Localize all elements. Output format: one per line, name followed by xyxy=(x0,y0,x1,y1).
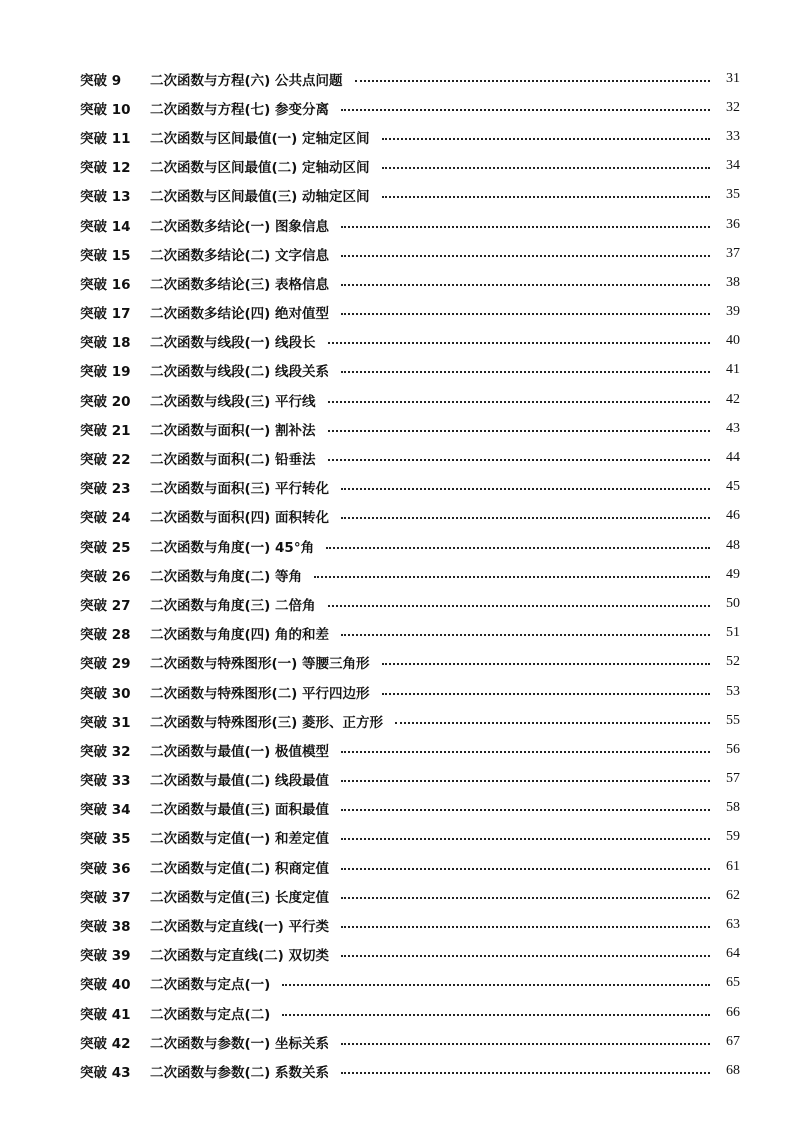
entry-page-number: 55 xyxy=(726,712,740,728)
toc-entry[interactable] xyxy=(80,356,740,385)
entry-page-number: 67 xyxy=(726,1033,740,1049)
toc-entry[interactable] xyxy=(80,1056,740,1085)
entry-title: 二次函数与定值(二) 积商定值 xyxy=(150,860,330,877)
entry-page-number: 52 xyxy=(726,654,740,670)
entry-title: 二次函数与最值(一) 极值模型 xyxy=(150,743,330,760)
entry-title: 二次函数与最值(二) 线段最值 xyxy=(150,773,330,790)
toc-entry[interactable] xyxy=(80,93,740,122)
dot-leader xyxy=(382,196,710,198)
entry-title: 二次函数与角度(四) 角的和差 xyxy=(150,627,330,644)
dot-leader xyxy=(314,576,710,578)
entry-label: 突破 42 xyxy=(80,1035,131,1052)
toc-entry[interactable] xyxy=(80,560,740,589)
dot-leader xyxy=(341,226,710,228)
dot-leader xyxy=(341,313,710,315)
dot-leader xyxy=(382,138,710,140)
entry-label: 突破 25 xyxy=(80,539,131,556)
dot-leader xyxy=(328,459,710,461)
toc-entry[interactable] xyxy=(80,502,740,531)
dot-leader xyxy=(341,955,710,957)
toc-entry[interactable] xyxy=(80,1027,740,1056)
entry-page-number: 38 xyxy=(726,274,740,290)
entry-title: 二次函数与特殊图形(二) 平行四边形 xyxy=(150,685,370,702)
entry-page-number: 59 xyxy=(726,829,740,845)
entry-label: 突破 9 xyxy=(80,72,122,89)
toc-entry[interactable] xyxy=(80,327,740,356)
dot-leader xyxy=(355,80,710,82)
entry-label: 突破 32 xyxy=(80,743,131,760)
toc-entry[interactable] xyxy=(80,619,740,648)
entry-label: 突破 14 xyxy=(80,218,131,235)
entry-page-number: 56 xyxy=(726,741,740,757)
entry-label: 突破 21 xyxy=(80,422,131,439)
dot-leader xyxy=(328,430,710,432)
toc-entry[interactable] xyxy=(80,473,740,502)
entry-label: 突破 37 xyxy=(80,889,131,906)
entry-label: 突破 20 xyxy=(80,393,131,410)
entry-title: 二次函数与参数(二) 系数关系 xyxy=(150,1064,330,1081)
entry-title: 二次函数与最值(三) 面积最值 xyxy=(150,802,330,819)
entry-title: 二次函数与线段(一) 线段长 xyxy=(150,335,316,352)
dot-leader xyxy=(341,838,710,840)
entry-label: 突破 39 xyxy=(80,948,131,965)
entry-label: 突破 33 xyxy=(80,773,131,790)
toc-entry[interactable] xyxy=(80,298,740,327)
entry-page-number: 61 xyxy=(726,858,740,874)
entry-label: 突破 29 xyxy=(80,656,131,673)
dot-leader xyxy=(282,984,710,986)
entry-title: 二次函数与区间最值(三) 动轴定区间 xyxy=(150,189,370,206)
entry-label: 突破 35 xyxy=(80,831,131,848)
dot-leader xyxy=(382,167,710,169)
entry-page-number: 49 xyxy=(726,566,740,582)
dot-leader xyxy=(326,547,710,549)
toc-entry[interactable] xyxy=(80,239,740,268)
toc-entry[interactable] xyxy=(80,823,740,852)
dot-leader xyxy=(341,371,710,373)
dot-leader xyxy=(341,255,710,257)
toc-entry[interactable] xyxy=(80,414,740,443)
dot-leader xyxy=(341,897,710,899)
toc-entry[interactable] xyxy=(80,152,740,181)
entry-page-number: 31 xyxy=(726,70,740,86)
entry-label: 突破 13 xyxy=(80,189,131,206)
entry-title: 二次函数与方程(七) 参变分离 xyxy=(150,101,330,118)
toc-entry[interactable] xyxy=(80,64,740,93)
entry-page-number: 68 xyxy=(726,1062,740,1078)
toc-entry[interactable] xyxy=(80,940,740,969)
entry-label: 突破 11 xyxy=(80,130,131,147)
dot-leader xyxy=(382,693,710,695)
entry-label: 突破 30 xyxy=(80,685,131,702)
dot-leader xyxy=(341,926,710,928)
dot-leader xyxy=(341,517,710,519)
entry-label: 突破 26 xyxy=(80,568,131,585)
entry-title: 二次函数与区间最值(二) 定轴动区间 xyxy=(150,160,370,177)
entry-title: 二次函数与定直线(一) 平行类 xyxy=(150,919,330,936)
entry-title: 二次函数与面积(一) 割补法 xyxy=(150,422,316,439)
entry-page-number: 48 xyxy=(726,537,740,553)
entry-title: 二次函数与定值(一) 和差定值 xyxy=(150,831,330,848)
entry-page-number: 34 xyxy=(726,158,740,174)
entry-label: 突破 40 xyxy=(80,977,131,994)
entry-page-number: 51 xyxy=(726,625,740,641)
entry-title: 二次函数与角度(三) 二倍角 xyxy=(150,597,316,614)
entry-page-number: 40 xyxy=(726,333,740,349)
entry-page-number: 46 xyxy=(726,508,740,524)
toc-entry[interactable] xyxy=(80,443,740,472)
entry-page-number: 35 xyxy=(726,187,740,203)
dot-leader xyxy=(341,809,710,811)
entry-title: 二次函数与定点(二) xyxy=(150,1006,271,1023)
entry-title: 二次函数与定直线(二) 双切类 xyxy=(150,948,330,965)
toc-entry[interactable] xyxy=(80,531,740,560)
entry-label: 突破 17 xyxy=(80,306,131,323)
entry-page-number: 66 xyxy=(726,1004,740,1020)
entry-label: 突破 15 xyxy=(80,247,131,264)
entry-label: 突破 10 xyxy=(80,101,131,118)
toc-entry[interactable] xyxy=(80,268,740,297)
entry-page-number: 42 xyxy=(726,391,740,407)
entry-label: 突破 36 xyxy=(80,860,131,877)
entry-title: 二次函数与线段(二) 线段关系 xyxy=(150,364,330,381)
entry-label: 突破 22 xyxy=(80,452,131,469)
entry-label: 突破 27 xyxy=(80,597,131,614)
entry-page-number: 50 xyxy=(726,595,740,611)
entry-label: 突破 18 xyxy=(80,335,131,352)
toc-entry[interactable] xyxy=(80,648,740,677)
entry-title: 二次函数多结论(一) 图象信息 xyxy=(150,218,330,235)
entry-label: 突破 43 xyxy=(80,1064,131,1081)
entry-page-number: 58 xyxy=(726,800,740,816)
toc-entry[interactable] xyxy=(80,969,740,998)
dot-leader xyxy=(341,284,710,286)
entry-title: 二次函数与角度(一) 45°角 xyxy=(150,539,315,556)
dot-leader xyxy=(341,1072,710,1074)
entry-title: 二次函数多结论(四) 绝对值型 xyxy=(150,306,330,323)
entry-title: 二次函数与线段(三) 平行线 xyxy=(150,393,316,410)
toc-entry[interactable] xyxy=(80,181,740,210)
toc-entry[interactable] xyxy=(80,677,740,706)
entry-title: 二次函数与面积(四) 面积转化 xyxy=(150,510,330,527)
toc-entry[interactable] xyxy=(80,122,740,151)
entry-title: 二次函数与方程(六) 公共点问题 xyxy=(150,72,343,89)
toc-entry[interactable] xyxy=(80,385,740,414)
dot-leader xyxy=(395,722,710,724)
toc-entry[interactable] xyxy=(80,735,740,764)
entry-label: 突破 38 xyxy=(80,919,131,936)
dot-leader xyxy=(341,868,710,870)
entry-page-number: 33 xyxy=(726,128,740,144)
dot-leader xyxy=(328,605,710,607)
entry-label: 突破 19 xyxy=(80,364,131,381)
dot-leader xyxy=(341,109,710,111)
dot-leader xyxy=(328,342,710,344)
entry-page-number: 65 xyxy=(726,975,740,991)
toc-entry[interactable] xyxy=(80,589,740,618)
entry-title: 二次函数多结论(二) 文字信息 xyxy=(150,247,330,264)
entry-title: 二次函数与定点(一) xyxy=(150,977,271,994)
entry-page-number: 62 xyxy=(726,887,740,903)
dot-leader xyxy=(341,1043,710,1045)
entry-title: 二次函数与面积(三) 平行转化 xyxy=(150,481,330,498)
toc-entry[interactable] xyxy=(80,706,740,735)
dot-leader xyxy=(282,1014,710,1016)
entry-label: 突破 41 xyxy=(80,1006,131,1023)
dot-leader xyxy=(341,780,710,782)
entry-title: 二次函数与面积(二) 铅垂法 xyxy=(150,452,316,469)
entry-page-number: 41 xyxy=(726,362,740,378)
entry-title: 二次函数与角度(二) 等角 xyxy=(150,568,303,585)
toc-entry[interactable] xyxy=(80,881,740,910)
toc-entry[interactable] xyxy=(80,852,740,881)
entry-label: 突破 31 xyxy=(80,714,131,731)
entry-page-number: 36 xyxy=(726,216,740,232)
entry-label: 突破 28 xyxy=(80,627,131,644)
entry-title: 二次函数与特殊图形(一) 等腰三角形 xyxy=(150,656,370,673)
entry-page-number: 53 xyxy=(726,683,740,699)
toc-entry[interactable] xyxy=(80,998,740,1027)
entry-label: 突破 12 xyxy=(80,160,131,177)
dot-leader xyxy=(382,663,710,665)
entry-label: 突破 34 xyxy=(80,802,131,819)
entry-label: 突破 24 xyxy=(80,510,131,527)
entry-title: 二次函数与定值(三) 长度定值 xyxy=(150,889,330,906)
entry-page-number: 32 xyxy=(726,99,740,115)
toc-entry[interactable] xyxy=(80,794,740,823)
entry-label: 突破 16 xyxy=(80,276,131,293)
entry-title: 二次函数多结论(三) 表格信息 xyxy=(150,276,330,293)
entry-page-number: 44 xyxy=(726,450,740,466)
toc-entry[interactable] xyxy=(80,210,740,239)
entry-page-number: 45 xyxy=(726,479,740,495)
entry-page-number: 43 xyxy=(726,420,740,436)
entry-page-number: 37 xyxy=(726,245,740,261)
entry-page-number: 64 xyxy=(726,946,740,962)
entry-label: 突破 23 xyxy=(80,481,131,498)
entry-page-number: 57 xyxy=(726,771,740,787)
toc-entry[interactable] xyxy=(80,765,740,794)
table-of-contents xyxy=(80,64,740,1086)
entry-title: 二次函数与参数(一) 坐标关系 xyxy=(150,1035,330,1052)
dot-leader xyxy=(328,401,710,403)
entry-title: 二次函数与区间最值(一) 定轴定区间 xyxy=(150,130,370,147)
dot-leader xyxy=(341,751,710,753)
entry-page-number: 63 xyxy=(726,917,740,933)
toc-entry[interactable] xyxy=(80,910,740,939)
dot-leader xyxy=(341,634,710,636)
entry-page-number: 39 xyxy=(726,304,740,320)
entry-title: 二次函数与特殊图形(三) 菱形、正方形 xyxy=(150,714,384,731)
dot-leader xyxy=(341,488,710,490)
